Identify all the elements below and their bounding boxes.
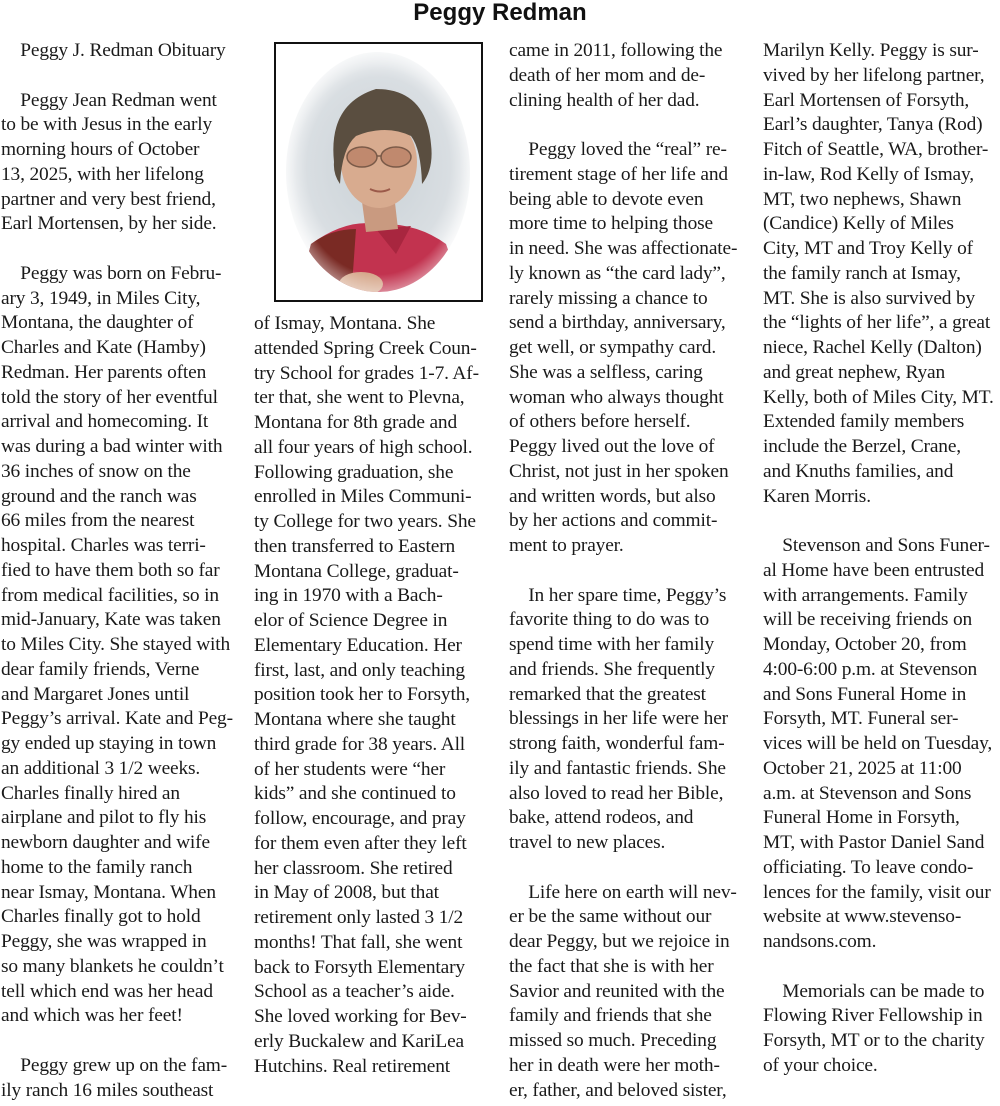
text-line: retirement only lasted 3 1/2 — [254, 907, 464, 928]
paragraph — [763, 980, 1000, 1079]
text-line: of Ismay, Montana. She — [254, 313, 436, 334]
text-line: (Candice) Kelly of Miles — [763, 213, 954, 235]
paragraph — [509, 39, 755, 113]
text-line: Elementary Education. Her — [254, 634, 462, 656]
text-line: get well, or sympathy card. — [509, 337, 717, 358]
text-line: Monday, October 20, from — [763, 634, 967, 655]
text-line: 36 inches of snow on the — [1, 460, 191, 482]
text-line: and written words, but also — [509, 485, 716, 507]
text-line: fied to have them both so far — [1, 559, 220, 581]
text-line: 13, 2025, with her lifelong — [1, 163, 204, 185]
text-line: ground and the ranch was — [1, 485, 197, 507]
text-line: try School for grades 1-7. Af- — [254, 362, 479, 384]
text-line: Peggy was born on Febru- — [1, 262, 222, 284]
text-line: in need. She was affectionate- — [509, 238, 738, 259]
text-line: Memorials can be made to — [763, 980, 985, 1002]
text-line: Peggy J. Redman Obituary — [1, 40, 226, 61]
text-line: ily and fantastic friends. She — [509, 757, 726, 779]
text-line: Montana where she taught — [254, 709, 456, 730]
paragraph-gap — [763, 509, 1000, 534]
paragraph-gap — [509, 113, 755, 138]
paragraph-gap — [509, 856, 755, 881]
text-line: favorite thing to do was to — [509, 609, 710, 631]
text-line: a.m. at Stevenson and Sons — [763, 782, 972, 804]
text-line: tirement stage of her life and — [509, 163, 728, 185]
paragraph — [1, 39, 246, 64]
text-line: vices will be held on Tuesday, — [763, 733, 993, 754]
column-2 — [254, 312, 500, 1079]
text-line: niece, Rachel Kelly (Dalton) — [763, 337, 982, 358]
paragraph-gap — [1, 237, 246, 262]
portrait-photo — [274, 42, 483, 302]
text-line: so many blankets he couldn’t — [1, 955, 224, 977]
text-line: morning hours of October — [1, 139, 200, 160]
text-line: then transferred to Eastern — [254, 535, 456, 557]
text-line: Charles finally got to hold — [1, 906, 201, 928]
text-line: ly known as “the card lady”, — [509, 262, 726, 284]
text-line: ter that, she went to Plevna, — [254, 387, 465, 409]
paragraph — [763, 39, 1000, 509]
text-line: Peggy grew up on the fam- — [1, 1054, 228, 1076]
text-line: Hutchins. Real retirement — [254, 1055, 451, 1077]
text-line: 4:00-6:00 p.m. at Stevenson — [763, 658, 978, 680]
text-line: She was a selfless, caring — [509, 361, 703, 383]
text-line: home to the family ranch — [1, 856, 193, 878]
text-line: partner and very best friend, — [1, 188, 216, 210]
text-line: hospital. Charles was terri- — [1, 535, 206, 556]
paragraph-gap — [1, 1029, 246, 1054]
text-line: and Margaret Jones until — [1, 683, 190, 705]
text-line: told the story of her eventful — [1, 386, 218, 408]
text-line: Life here on earth will nev- — [509, 881, 737, 903]
text-line: Peggy, she was wrapped in — [1, 931, 207, 952]
paragraph — [1, 262, 246, 1029]
text-line: Peggy loved the “real” re- — [509, 139, 727, 160]
text-line: and friends. She frequently — [509, 658, 715, 680]
text-line: Kelly, both of Miles City, MT. — [763, 386, 994, 408]
text-line: al Home have been entrusted — [763, 559, 985, 581]
text-line: also loved to read her Bible, — [509, 782, 724, 804]
text-line: er be the same without our — [509, 906, 712, 928]
text-line: officiating. To leave condo- — [763, 856, 974, 878]
text-line: back to Forsyth Elementary — [254, 956, 465, 978]
text-line: Fitch of Seattle, WA, brother- — [763, 139, 989, 160]
portrait-image — [276, 44, 481, 300]
text-line: arrival and homecoming. It — [1, 411, 209, 433]
text-line: spend time with her family — [509, 634, 715, 655]
text-line: dear family friends, Verne — [1, 658, 200, 680]
text-line: being able to devote even — [509, 188, 704, 210]
text-line: Marilyn Kelly. Peggy is sur- — [763, 40, 979, 61]
text-line: and great nephew, Ryan — [763, 361, 946, 383]
text-line: airplane and pilot to fly his — [1, 807, 207, 829]
text-line: from medical facilities, so in — [1, 584, 219, 606]
paragraph — [509, 138, 755, 559]
text-line: for them even after they left — [254, 832, 467, 854]
text-line: more time to helping those — [509, 213, 713, 235]
text-line: family and friends that she — [509, 1005, 712, 1027]
text-line: Extended family members — [763, 411, 965, 433]
text-line: first, last, and only teaching — [254, 659, 465, 681]
paragraph — [509, 584, 755, 856]
text-line: send a birthday, anniversary, — [509, 312, 726, 334]
text-line: in May of 2008, but that — [254, 882, 439, 904]
text-line: ary 3, 1949, in Miles City, — [1, 287, 201, 309]
text-line: kids” and she continued to — [254, 783, 456, 805]
text-line: Stevenson and Sons Funer- — [763, 535, 990, 556]
text-line: Redman. Her parents often — [1, 361, 207, 383]
text-line: to Miles City. She stayed with — [1, 634, 231, 655]
text-line: clining health of her dad. — [509, 89, 700, 111]
text-line: attended Spring Creek Coun- — [254, 337, 477, 359]
text-line: and which was her feet! — [1, 1005, 183, 1027]
text-line: erly Buckalew and KariLea — [254, 1030, 464, 1052]
text-line: to be with Jesus in the early — [1, 114, 213, 136]
text-line: 66 miles from the nearest — [1, 510, 195, 532]
text-line: elor of Science Degree in — [254, 610, 448, 631]
text-line: near Ismay, Montana. When — [1, 881, 216, 903]
text-line: by her actions and commit- — [509, 510, 718, 532]
text-line: of her students were “her — [254, 758, 446, 780]
text-line: nandsons.com. — [763, 931, 877, 952]
text-line: er, father, and beloved sister, — [509, 1079, 727, 1101]
text-line: Peggy lived out the love of — [509, 436, 715, 457]
text-line: an additional 3 1/2 weeks. — [1, 757, 201, 779]
text-line: Peggy Jean Redman went — [1, 89, 217, 111]
text-line: her in death were her moth- — [509, 1054, 720, 1076]
text-line: all four years of high school. — [254, 436, 473, 458]
obituary-headline: Peggy Redman — [413, 0, 587, 26]
text-line: the fact that she is with her — [509, 955, 714, 977]
text-line: mid-January, Kate was taken — [1, 609, 221, 631]
text-line: the “lights of her life”, a great — [763, 312, 991, 334]
text-line: MT, two nephews, Shawn — [763, 188, 962, 210]
text-line: Earl Mortensen of Forsyth, — [763, 89, 970, 111]
text-line: Savior and reunited with the — [509, 980, 725, 1002]
text-line: October 21, 2025 at 11:00 — [763, 757, 962, 779]
text-line: in-law, Rod Kelly of Ismay, — [763, 163, 974, 185]
text-line: ily ranch 16 miles southeast — [1, 1079, 214, 1101]
text-line: vived by her lifelong partner, — [763, 64, 985, 86]
text-line: and Sons Funeral Home in — [763, 683, 967, 705]
paragraph-gap — [509, 559, 755, 584]
text-line: MT, with Pastor Daniel Sand — [763, 832, 985, 853]
text-line: dear Peggy, but we rejoice in — [509, 931, 730, 952]
text-line: Montana for 8th grade and — [254, 412, 458, 433]
text-line: Funeral Home in Forsyth, — [763, 807, 960, 829]
text-line: Forsyth, MT. Funeral ser- — [763, 708, 959, 730]
text-line: travel to new places. — [509, 832, 666, 853]
paragraph — [1, 1054, 246, 1104]
text-line: her classroom. She retired — [254, 857, 453, 879]
text-line: lences for the family, visit our — [763, 881, 991, 903]
text-line: Forsyth, MT or to the charity — [763, 1030, 985, 1051]
text-line: Charles and Kate (Hamby) — [1, 337, 206, 358]
text-line: of your choice. — [763, 1054, 878, 1076]
text-line: website at www.stevenso- — [763, 906, 962, 928]
text-line: tell which end was her head — [1, 980, 213, 1002]
paragraph — [509, 881, 755, 1104]
text-line: Earl’s daughter, Tanya (Rod) — [763, 114, 983, 136]
text-line: was during a bad winter with — [1, 436, 223, 457]
text-line: missed so much. Preceding — [509, 1030, 717, 1051]
text-line: Montana College, graduat- — [254, 560, 459, 582]
text-line: position took her to Forsyth, — [254, 684, 470, 706]
text-line: ment to prayer. — [509, 535, 624, 556]
text-line: She loved working for Bev- — [254, 1006, 467, 1027]
text-line: School as a teacher’s aide. — [254, 981, 455, 1003]
text-line: Christ, not just in her spoken — [509, 460, 729, 482]
text-line: City, MT and Troy Kelly of — [763, 238, 973, 259]
text-line: gy ended up staying in town — [1, 733, 217, 754]
text-line: and Knuths families, and — [763, 460, 954, 482]
column-1 — [1, 39, 246, 1103]
text-line: woman who always thought — [509, 386, 724, 408]
column-4 — [763, 39, 1000, 1079]
text-line: MT. She is also survived by — [763, 287, 976, 309]
text-line: third grade for 38 years. All — [254, 733, 466, 755]
text-line: Flowing River Fellowship in — [763, 1005, 983, 1027]
paragraph — [254, 312, 500, 1079]
text-line: blessings in her life were her — [509, 708, 728, 730]
text-line: follow, encourage, and pray — [254, 808, 466, 829]
text-line: Montana, the daughter of — [1, 312, 194, 334]
text-line: In her spare time, Peggy’s — [509, 584, 727, 606]
text-line: death of her mom and de- — [509, 64, 706, 86]
paragraph — [1, 89, 246, 238]
text-line: of others before herself. — [509, 411, 691, 433]
text-line: will be receiving friends on — [763, 609, 973, 631]
text-line: enrolled in Miles Communi- — [254, 486, 472, 508]
paragraph-gap — [1, 64, 246, 89]
text-line: rarely missing a chance to — [509, 287, 708, 309]
column-3 — [509, 39, 755, 1103]
text-line: remarked that the greatest — [509, 683, 706, 705]
text-line: came in 2011, following the — [509, 40, 723, 61]
text-line: Following graduation, she — [254, 461, 454, 483]
text-line: ty College for two years. She — [254, 511, 476, 532]
text-line: newborn daughter and wife — [1, 832, 210, 853]
text-line: Peggy’s arrival. Kate and Peg- — [1, 708, 233, 730]
text-line: Karen Morris. — [763, 485, 871, 507]
text-line: strong faith, wonderful fam- — [509, 733, 725, 754]
text-line: ing in 1970 with a Bach- — [254, 585, 443, 607]
text-line: bake, attend rodeos, and — [509, 807, 694, 829]
text-line: Earl Mortensen, by her side. — [1, 213, 217, 235]
text-line: months! That fall, she went — [254, 931, 463, 953]
text-line: with arrangements. Family — [763, 584, 968, 606]
text-line: Charles finally hired an — [1, 782, 180, 804]
paragraph-gap — [763, 955, 1000, 980]
text-line: include the Berzel, Crane, — [763, 436, 961, 457]
paragraph — [763, 534, 1000, 955]
text-line: the family ranch at Ismay, — [763, 262, 961, 284]
